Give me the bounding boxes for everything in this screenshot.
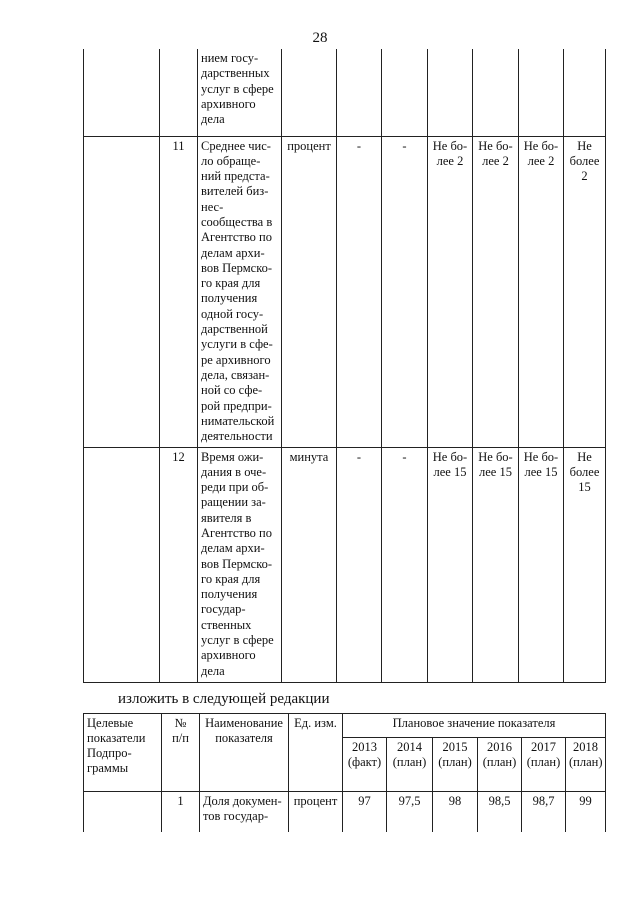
table-row: [84, 447, 606, 682]
header-name: Наименование показателя: [200, 714, 289, 792]
value-2016: 98,5: [478, 792, 522, 832]
year-label: 2015: [442, 740, 468, 754]
year-label: 2013: [352, 740, 377, 754]
indicators-table-new: [83, 713, 606, 832]
year-label: 2018: [573, 740, 599, 754]
value-2014: -: [382, 136, 428, 447]
unit-cell: процент: [282, 136, 337, 447]
value-2015: [428, 49, 473, 136]
indicator-name: Среднее чис- ло обраще- ний предста- вителей биз- нес- сообщества в Агентство по делам архи- вов Пермско- го края для получения одной госу- дарственной услуги в сфе- ре архивного дела, связан- ной со сфе- рой предпри- нимательской деятельности: [198, 136, 282, 447]
page-number: 28: [312, 30, 328, 46]
row-number: 1: [162, 792, 200, 832]
header-plan: Плановое значение показателя: [343, 714, 606, 738]
value-2016: Не бо- лее 2: [473, 136, 519, 447]
value-2013: -: [337, 136, 382, 447]
indicator-name: Время ожи- дания в оче- реди при об- ращении за- явителя в Агентство по делам архи- вов Пермско- го края для получения государ- ственных услуг в сфере архивного дела: [198, 447, 282, 682]
year-header: [387, 738, 433, 792]
year-kind: (план): [569, 755, 603, 769]
year-kind: (план): [438, 755, 472, 769]
value-2014: -: [382, 447, 428, 682]
value-2015: Не бо- лее 15: [428, 447, 473, 682]
unit-cell: процент: [289, 792, 343, 832]
year-header: [566, 738, 606, 792]
header-target: Целевые показатели Подпро- граммы: [84, 714, 162, 792]
table-row: [84, 792, 606, 832]
value-2018: Не более 15: [564, 447, 606, 682]
target-cell: [84, 447, 160, 682]
header-number: № п/п: [162, 714, 200, 792]
year-label: 2016: [487, 740, 512, 754]
value-2013: 97: [343, 792, 387, 832]
value-2017: Не бо- лее 2: [519, 136, 564, 447]
value-2018: [564, 49, 606, 136]
indicator-name: нием госу- дарственных услуг в сфере архивного дела: [198, 49, 282, 136]
row-number: 11: [160, 136, 198, 447]
row-number: 12: [160, 447, 198, 682]
value-2015: 98: [433, 792, 478, 832]
year-kind: (факт): [347, 755, 382, 769]
value-2013: [337, 49, 382, 136]
year-label: 2017: [531, 740, 556, 754]
unit-cell: минута: [282, 447, 337, 682]
value-2015: Не бо- лее 2: [428, 136, 473, 447]
value-2016: Не бо- лее 15: [473, 447, 519, 682]
year-kind: (план): [482, 755, 517, 769]
value-2018: 99: [566, 792, 606, 832]
year-kind: (план): [526, 755, 561, 769]
value-2017: Не бо- лее 15: [519, 447, 564, 682]
table-row: [84, 136, 606, 447]
header-row: [84, 714, 606, 738]
header-unit: Ед. изм.: [289, 714, 343, 792]
target-cell: [84, 792, 162, 832]
value-2018: Не более 2: [564, 136, 606, 447]
indicators-table-continued: [83, 49, 606, 683]
amendment-caption: изложить в следующей редакции: [118, 691, 330, 707]
table-row: [84, 49, 606, 136]
target-cell: [84, 136, 160, 447]
row-number: [160, 49, 198, 136]
value-2017: 98,7: [522, 792, 566, 832]
year-header: [478, 738, 522, 792]
target-cell: [84, 49, 160, 136]
year-header: [433, 738, 478, 792]
value-2014: [382, 49, 428, 136]
year-kind: (план): [392, 755, 427, 769]
year-header: [343, 738, 387, 792]
year-header: [522, 738, 566, 792]
value-2014: 97,5: [387, 792, 433, 832]
year-label: 2014: [397, 740, 422, 754]
indicator-name: Доля докумен- тов государ-: [200, 792, 289, 832]
value-2016: [473, 49, 519, 136]
value-2013: -: [337, 447, 382, 682]
value-2017: [519, 49, 564, 136]
unit-cell: [282, 49, 337, 136]
